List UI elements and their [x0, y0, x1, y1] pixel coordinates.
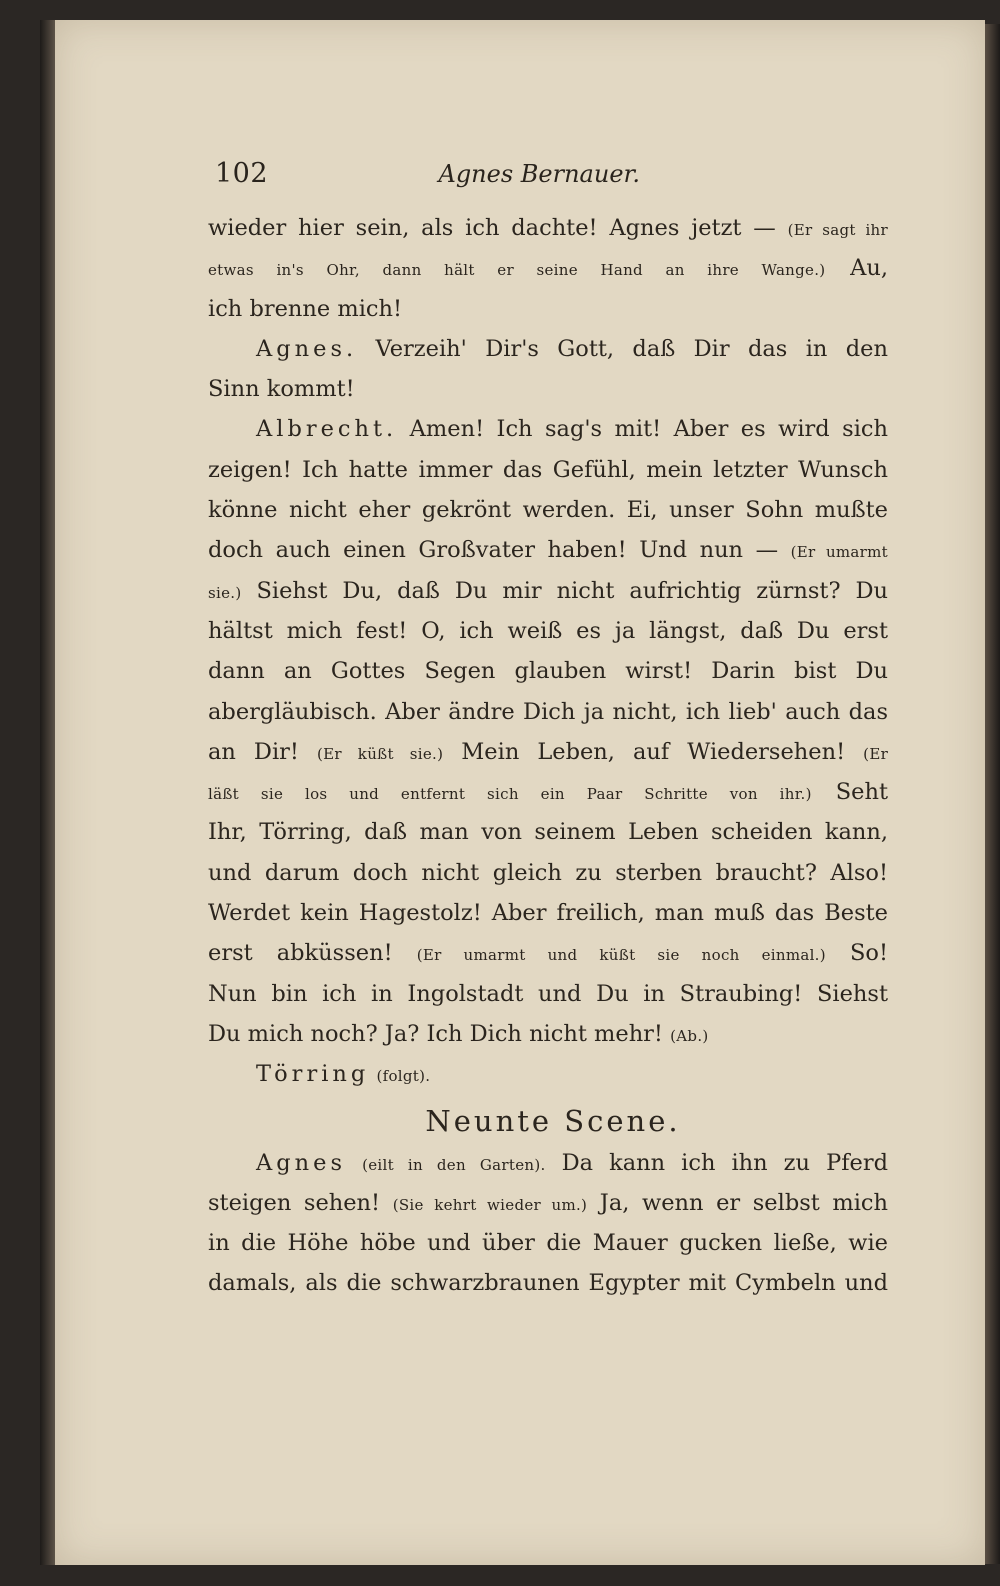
- speaker-name: Albrecht.: [256, 416, 398, 443]
- text-span: Verzeih' Dir's Gott, daß Dir das in den: [375, 335, 888, 362]
- page-header: [215, 158, 640, 198]
- speaker-name: Törring: [256, 1061, 370, 1088]
- stage-direction: (folgt).: [376, 1067, 431, 1086]
- text-line: [208, 530, 888, 570]
- text-line: Werdet kein Hagestolz! Aber freilich, man muß das Beste: [208, 900, 888, 927]
- stage-direction: (Ab.): [670, 1026, 709, 1045]
- text-line: Nun bin ich in Ingolstadt und Du in Straubing! Siehst: [208, 980, 888, 1007]
- speaker-name: Agnes.: [256, 335, 358, 362]
- page-number: 102: [215, 158, 269, 189]
- text-line: [208, 409, 888, 449]
- text-span: Da kann ich ihn zu Pferd: [561, 1149, 888, 1176]
- text-span: So!: [850, 940, 888, 967]
- text-line: [208, 329, 888, 369]
- text-line: [208, 571, 888, 611]
- text-span: an Dir!: [208, 738, 299, 765]
- text-span: Mein Leben, auf Wiedersehen!: [461, 738, 846, 765]
- page-text: [208, 208, 888, 1304]
- stage-direction: (Er umarmt und küßt sie noch einmal.): [416, 946, 826, 965]
- stage-direction: sie.): [208, 583, 242, 602]
- text-line: Ihr, Törring, daß man von seinem Leben scheiden kann,: [208, 819, 888, 846]
- stage-direction: (Er sagt ihr: [787, 221, 888, 239]
- text-span: Ja, wenn er selbst mich: [599, 1189, 888, 1216]
- text-span: Du mich noch? Ja? Ich Dich nicht mehr!: [208, 1020, 663, 1047]
- text-span: Amen! Ich sag's mit! Aber es wird sich: [409, 416, 888, 443]
- text-line: abergläubisch. Aber ändre Dich ja nicht, ich lieb' auch das: [208, 698, 888, 725]
- stage-direction: (Sie kehrt wieder um.): [392, 1195, 588, 1214]
- text-span: erst abküssen!: [208, 940, 393, 967]
- text-line: [208, 1014, 888, 1054]
- text-line: zeigen! Ich hatte immer das Gefühl, mein letzter Wunsch: [208, 456, 888, 483]
- running-title: Agnes Bernauer.: [438, 160, 640, 188]
- stage-direction: etwas in's Ohr, dann hält er seine Hand an ihre Wange.): [208, 261, 826, 280]
- text-span: doch auch einen Großvater haben! Und nun —: [208, 537, 779, 564]
- stage-direction: läßt sie los und entfernt sich ein Paar Schritte von ihr.): [208, 785, 812, 804]
- text-line: [208, 1183, 888, 1223]
- speaker-name: Agnes: [256, 1149, 347, 1176]
- stage-direction: (Er: [863, 744, 888, 763]
- text-line: könne nicht eher gekrönt werden. Ei, unser Sohn mußte: [208, 497, 888, 524]
- page-edge: [985, 24, 1000, 1564]
- scene-title: Neunte Scene.: [425, 1103, 681, 1138]
- text-line: Sinn kommt!: [208, 376, 355, 403]
- text-line: [208, 732, 888, 772]
- text-span: wieder hier sein, als ich dachte! Agnes jetzt —: [208, 215, 776, 241]
- stage-direction: (Er umarmt: [790, 543, 888, 562]
- text-span: steigen sehen!: [208, 1189, 381, 1216]
- text-line: dann an Gottes Segen glauben wirst! Darin bist Du: [208, 658, 888, 685]
- text-span: Au,: [850, 255, 888, 282]
- text-line: in die Höhe höbe und über die Mauer gucken ließe, wie: [208, 1230, 888, 1257]
- text-line: und darum doch nicht gleich zu sterben braucht? Also!: [208, 859, 888, 886]
- stage-direction: (Er küßt sie.): [317, 744, 444, 763]
- text-span: Siehst Du, daß Du mir nicht aufrichtig zürnst? Du: [256, 577, 888, 604]
- stage-direction: (eilt in den Garten).: [362, 1155, 546, 1174]
- text-line: damals, als die schwarzbraunen Egypter mit Cymbeln und: [208, 1270, 888, 1297]
- text-line: [208, 933, 888, 973]
- text-line: ich brenne mich!: [208, 295, 403, 322]
- text-line: [208, 1143, 888, 1183]
- text-line: [208, 248, 888, 288]
- text-line: hältst mich fest! O, ich weiß es ja längst, daß Du erst: [208, 617, 888, 644]
- text-line: [208, 208, 888, 248]
- text-line: [208, 1054, 888, 1094]
- text-line: [208, 772, 888, 812]
- text-span: Seht: [835, 779, 888, 806]
